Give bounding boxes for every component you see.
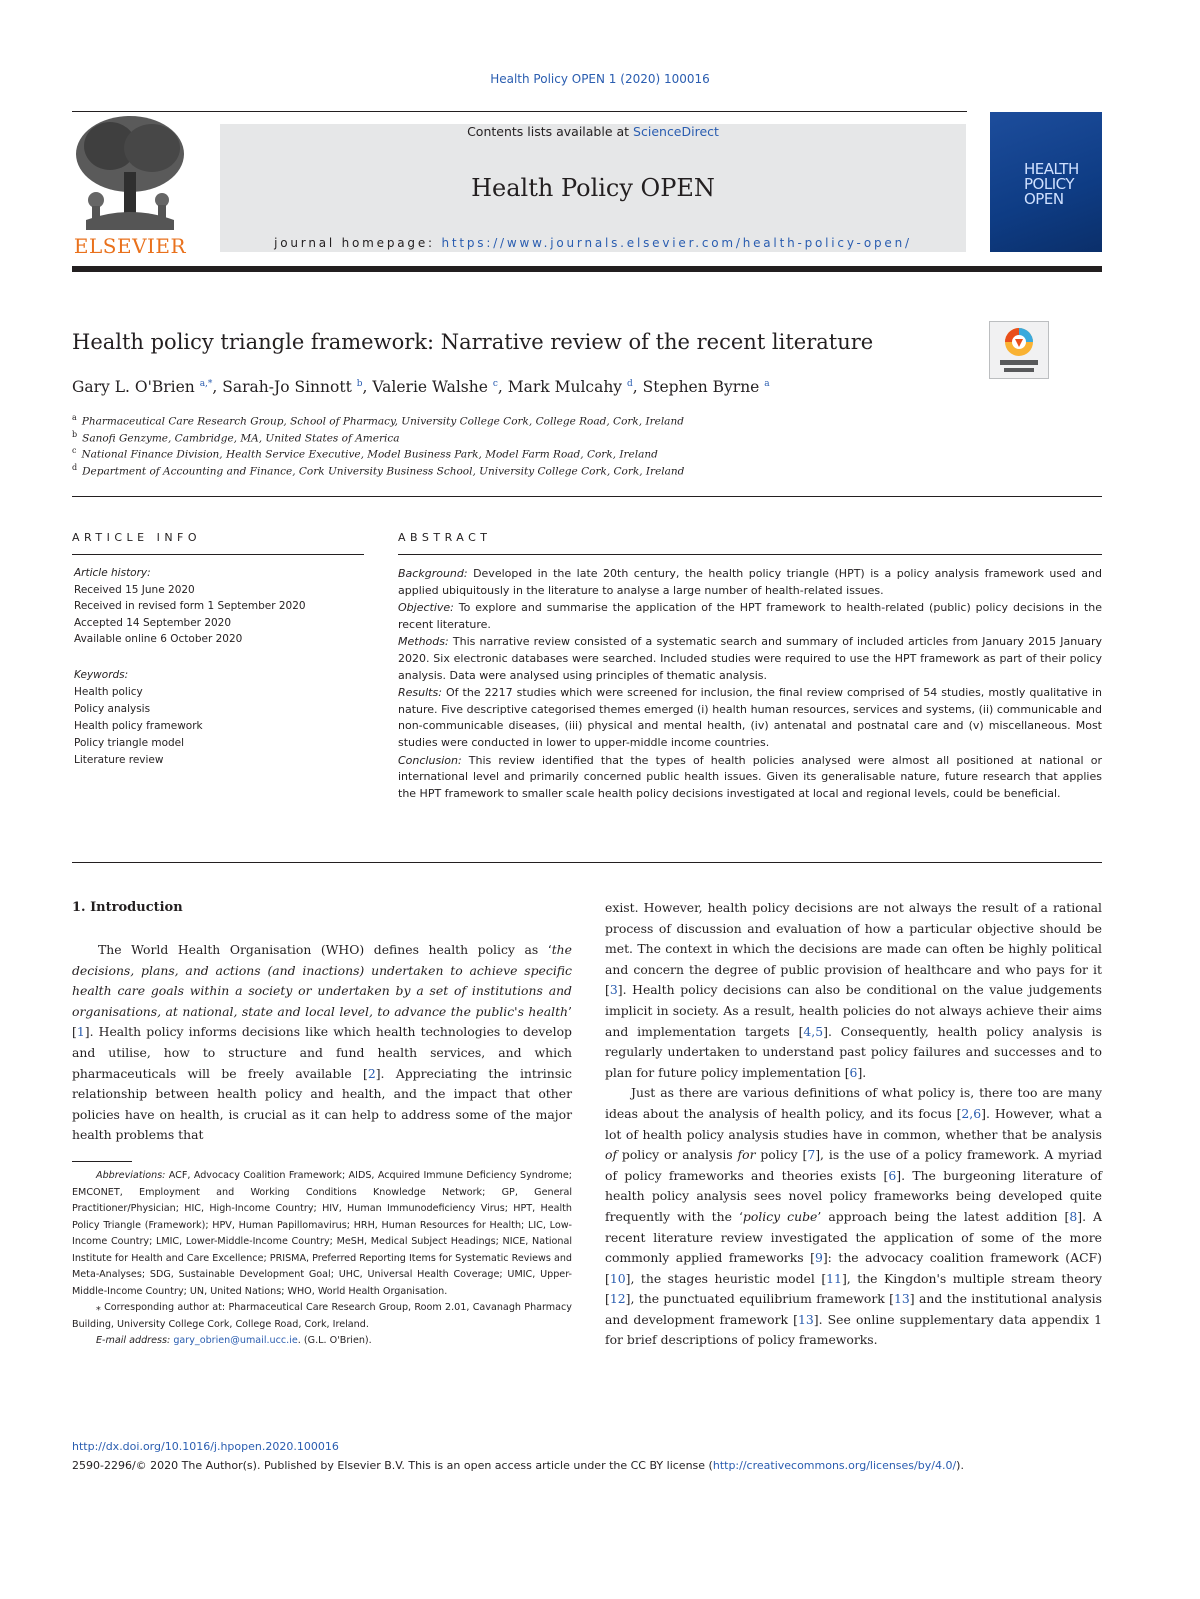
publisher-wordmark: ELSEVIER xyxy=(73,234,187,258)
citation-link[interactable]: 9 xyxy=(814,1250,823,1266)
body-column-right xyxy=(605,898,1102,1351)
author-name[interactable]: Mark Mulcahy xyxy=(507,378,623,396)
abstract-background: Background: Developed in the late 20th century, the health policy triangle (HPT) is a policy analysis framework used and applied ubiquitously in the literature to analyse a large number of health-related issues. xyxy=(398,567,1102,597)
citation-link[interactable]: 3 xyxy=(609,982,618,998)
author-affiliation-mark[interactable]: a xyxy=(764,378,770,389)
intro-paragraph-2: Just as there are various definitions of what policy is, there too are many ideas about the analysis of health policy, and its focus [2,6]. However, what a lot of health policy analysis studies have in common, whether that be analysis of policy or analysis for policy [7], is the use of a policy framework. A myriad of policy frameworks and theories exists [6]. The burgeoning literature of health policy analysis sees novel policy frameworks being developed quite frequently with the ‘policy cube’ approach being the latest addition [8]. A recent literature review investigated the application of some of the more commonly applied frameworks [9]: the advocacy coalition framework (ACF) [10], the stages heuristic model [11], the Kingdon's multiple stream theory [12], the punctuated equilibrium framework [13] and the institutional analysis and development framework [13]. See online supplementary data appendix 1 for brief descriptions of policy frameworks. xyxy=(605,1085,1103,1348)
journal-cover-thumbnail[interactable] xyxy=(990,112,1102,252)
citation-link[interactable]: 13 xyxy=(797,1311,814,1327)
keyword-item: Literature review xyxy=(74,754,164,766)
footnotes xyxy=(72,1168,572,1350)
affiliation-d: $^d$ Department of Accounting and Finance, Cork University Business School, University College Cork, Cork, Ireland xyxy=(72,463,685,478)
journal-reference[interactable]: Health Policy OPEN 1 (2020) 100016 xyxy=(490,72,710,86)
citation-link[interactable]: 2,6 xyxy=(961,1105,982,1121)
header-bottom-rule xyxy=(72,266,1102,272)
history-item: Available online 6 October 2020 xyxy=(74,633,243,645)
author-affiliation-mark[interactable]: c xyxy=(492,378,498,389)
affiliation-divider xyxy=(72,496,1102,497)
journal-homepage: journal homepage: https://www.journals.elsevier.com/health-policy-open/ xyxy=(274,236,912,250)
abstract-results: Results: Of the 2217 studies which were screened for inclusion, the final review comprised of 54 studies, mostly qualitative in nature. Five descriptive categorised themes emerged (i) health human resources, services and systems, (ii) communicable and non-communicable diseases, (iii) physical and mental health, (iv) antenatal and postnatal care and (v) miscellaneous. Most studies were conducted in lower to upper-middle income countries. xyxy=(398,686,1102,749)
citation-link[interactable]: 7 xyxy=(807,1147,816,1163)
check-for-updates-icon xyxy=(990,322,1048,378)
header-top-rule xyxy=(72,111,967,112)
abstract-conclusion: Conclusion: This review identified that the types of health policies analysed were almost all positioned at national or international level and primarily concerned public health issues. Given its generalisable nature, future research that applies the HPT framework to smaller scale health policy decisions investigated at local and regional levels, could be beneficial. xyxy=(398,753,1102,800)
history-item: Received in revised form 1 September 2020 xyxy=(74,600,306,612)
article-title: Health policy triangle framework: Narrative review of the recent literature xyxy=(72,330,874,354)
history-item: Received 15 June 2020 xyxy=(74,584,195,596)
intro-paragraph-1-continued: exist. However, health policy decisions are not always the result of a rational process of discussion and evaluation of how a particular objective should be met. The context in which the decisions are made can often be highly political and concern the degree of public provision of healthcare and who pays for it [3]. Health policy decisions can also be conditional on the value judgements implicit in society. As a result, health policies do not always achieve their aims and implementation targets [4,5]. Consequently, health policy analysis is regularly undertaken to understand past policy failures and successes and to plan for future policy implementation [6]. xyxy=(605,900,1102,1080)
intro-paragraph-1: The World Health Organisation (WHO) defines health policy as ‘the decisions, plans, and actions (and inactions) undertaken to achieve specific health care goals within a society or undertaken by a set of institutions and organisations, at national, state and local level, to advance the public's health’ [1]. Health policy informs decisions like which health technologies to develop and utilise, how to structure and fund health services, and which pharmaceuticals will be freely available [2]. Appreciating the intrinsic relationship between health policy and health, and the impact that other policies have on health, is crucial as it can help to address some of the major health problems that xyxy=(72,942,572,1143)
citation-link[interactable]: 1 xyxy=(76,1024,85,1040)
citation-link[interactable]: 8 xyxy=(1069,1208,1078,1224)
author-name[interactable]: Gary L. O'Brien xyxy=(72,378,195,396)
abbreviations-footnote: Abbreviations: ACF, Advocacy Coalition Framework; AIDS, Acquired Immune Deficiency Syndrome; EMCONET, Employment and Working Conditions Knowledge Network; GP, General Practitioner/Physician; HIC, High-Income Country; HIV, Human Immunodeficiency Virus; HPT, Health Policy Triangle (Framework); HPV, Human Papillomavirus; HRH, Human Resources for Health; LIC, Low-Income Country; LMIC, Lower-Middle-Income Country; MeSH, Medical Subject Headings; NICE, National Institute for Health and Care Excellence; PRISMA, Preferred Reporting Items for Systematic Reviews and Meta-Analyses; SDG, Sustainable Development Goal; UHC, Universal Health Coverage; UMIC, Upper-Middle-Income Country; UN, United Nations; WHO, World Health Organisation. xyxy=(72,1170,572,1297)
introduction-heading: 1. Introduction xyxy=(72,900,183,915)
cover-line: POLICY xyxy=(1024,175,1075,193)
journal-title: Health Policy OPEN xyxy=(471,174,715,202)
article-info-heading: ARTICLE INFO xyxy=(72,531,202,544)
citation-link[interactable]: 11 xyxy=(826,1270,842,1286)
keyword-item: Health policy framework xyxy=(74,720,203,732)
footnote-rule xyxy=(72,1161,132,1162)
abstract-heading: ABSTRACT xyxy=(398,531,492,544)
affiliation-c: $^c$ National Finance Division, Health Service Executive, Model Business Park, Model Farm Road, Cork, Ireland xyxy=(72,446,658,461)
doi-line xyxy=(72,1440,339,1453)
corresponding-author-footnote: ⁎ Corresponding author at: Pharmaceutical Care Research Group, Room 2.01, Cavanagh Pharmacy Building, University College Cork, College Road, Cork, Ireland. xyxy=(72,1302,572,1330)
journal-homepage-link[interactable]: https://www.journals.elsevier.com/health-policy-open/ xyxy=(441,236,912,250)
elsevier-tree-icon xyxy=(66,112,194,232)
body-column-left xyxy=(72,940,572,1146)
author-name[interactable]: Stephen Byrne xyxy=(642,378,760,396)
author-affiliation-mark[interactable]: b xyxy=(356,378,363,389)
citation-link[interactable]: 4,5 xyxy=(803,1023,824,1039)
abstract-body xyxy=(398,566,1102,803)
cover-line: OPEN xyxy=(1024,190,1064,208)
abstract-divider xyxy=(72,862,1102,863)
author-name[interactable]: Valerie Walshe xyxy=(372,378,488,396)
citation-link[interactable]: 2 xyxy=(367,1065,376,1081)
author-list: Gary L. O'Brien $^{a,*}$, Sarah-Jo Sinnott $^b$, Valerie Walshe $^c$, Mark Mulcahy $^d$, Stephen Byrne $^a$ xyxy=(72,378,770,396)
article-info-rule xyxy=(72,554,364,555)
keyword-item: Policy triangle model xyxy=(74,737,185,749)
check-for-updates-badge[interactable] xyxy=(989,321,1049,379)
license-link[interactable]: http://creativecommons.org/licenses/by/4.0/ xyxy=(712,1459,957,1472)
keywords-label: Keywords: xyxy=(74,669,129,681)
citation-link[interactable]: 6 xyxy=(849,1064,858,1080)
author-affiliation-mark[interactable]: d xyxy=(627,378,633,389)
citation-link[interactable]: 6 xyxy=(888,1167,897,1183)
sciencedirect-link[interactable]: ScienceDirect xyxy=(633,124,719,139)
license-line: 2590-2296/© 2020 The Author(s). Published by Elsevier B.V. This is an open access article under the CC BY license (http://creativecommons.org/licenses/by/4.0/). xyxy=(72,1459,964,1472)
email-footnote: E-mail address: gary_obrien@umail.ucc.ie. (G.L. O'Brien). xyxy=(96,1335,372,1346)
cover-line: HEALTH xyxy=(1024,160,1079,178)
author-affiliation-mark[interactable]: a,* xyxy=(199,378,213,389)
abstract-objective: Objective: To explore and summarise the application of the HPT framework to health-related (public) policy decisions in the recent literature. xyxy=(398,601,1102,631)
citation-link[interactable]: 12 xyxy=(609,1291,626,1307)
contents-line: Contents lists available at ScienceDirect xyxy=(467,124,719,139)
citation-link[interactable]: 10 xyxy=(609,1270,626,1286)
citation-link[interactable]: 13 xyxy=(893,1291,910,1307)
author-email-link[interactable]: gary_obrien@umail.ucc.ie xyxy=(173,1335,298,1346)
keyword-item: Policy analysis xyxy=(74,703,151,715)
article-history-label: Article history: xyxy=(74,567,151,579)
history-item: Accepted 14 September 2020 xyxy=(74,617,232,629)
affiliation-b: $^b$ Sanofi Genzyme, Cambridge, MA, United States of America xyxy=(72,430,400,445)
abstract-methods: Methods: This narrative review consisted of a systematic search and summary of included articles from January 2015 January 2020. Six electronic databases were searched. Included studies were required to use the HPT framework as part of their policy analysis. Data were analysed using principles of thematic analysis. xyxy=(398,635,1102,682)
elsevier-logo[interactable] xyxy=(66,112,194,258)
author-name[interactable]: Sarah-Jo Sinnott xyxy=(222,378,352,396)
keyword-item: Health policy xyxy=(74,686,143,698)
affiliation-a: $^a$ Pharmaceutical Care Research Group, School of Pharmacy, University College Cork, College Road, Cork, Ireland xyxy=(72,413,684,428)
abstract-rule xyxy=(398,554,1102,555)
doi-link[interactable]: http://dx.doi.org/10.1016/j.hpopen.2020.100016 xyxy=(72,1440,339,1453)
